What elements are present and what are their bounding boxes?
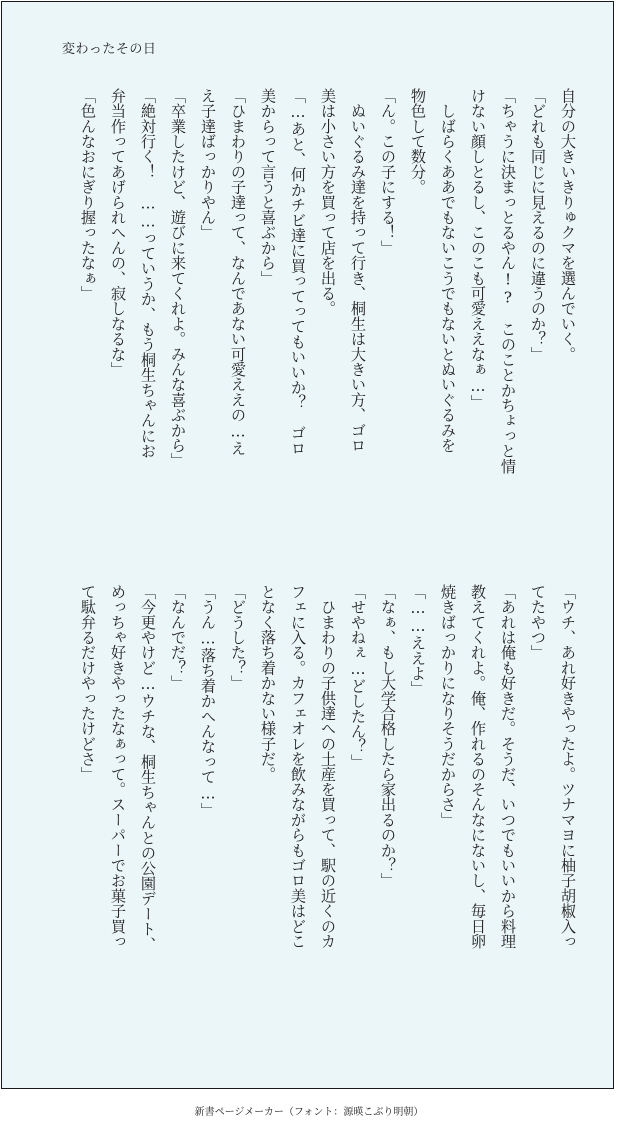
text-line: けない顔しとるし、このこも可愛ええなぁ…」 (469, 88, 487, 410)
text-line: 美からって言うと喜ぶから」 (259, 88, 277, 286)
text-line: 「どれも同じに見えるのに違うのか？」 (529, 88, 547, 362)
text-line: となく落ち着かない様子だ。 (259, 584, 277, 782)
text-line: 「どうした？」 (229, 584, 247, 691)
text-line: 「ひまわりの子達って、なんであない可愛ええの…え (229, 88, 247, 456)
text-line: 「卒業したけど、遊びに来てくれよ。みんな喜ぶから」 (169, 88, 187, 468)
text-line: 「ん。この子にする！」 (379, 88, 397, 256)
text-line: 「今更やけど…ウチな、桐生ちゃんとの公園デート、 (139, 584, 157, 952)
page-sheet (1, 1, 614, 1089)
text-line: 「なんでだ？」 (169, 584, 187, 691)
text-line: 「ウチ、あれ好きやったよ。ツナマヨに柚子胡椒入っ (559, 584, 577, 949)
text-line: 「うん…落ち着かへんなって…」 (199, 584, 217, 818)
text-line: ひまわりの子供達への土産を買って、駅の近くのカ (319, 584, 337, 949)
text-line: 「なぁ、もし大学合格したら家出るのか？」 (379, 584, 397, 888)
page-title: 変わったその日 (62, 42, 157, 57)
text-line: めっちゃ好きやったなぁって。スーパーでお菓子買っ (109, 584, 127, 949)
text-line: 物色して数分。 (409, 88, 427, 195)
text-line: 「せやねぇ…どしたん？」 (349, 584, 367, 770)
text-line: 「あれは俺も好きだ。そうだ、いつでもいいから料理 (499, 584, 517, 949)
text-line: 自分の大きいきりゅクマを選んでいく。 (559, 88, 577, 362)
text-line: しばらくああでもないこうでもないとぬいぐるみを (439, 88, 457, 453)
text-line: 「色んなおにぎり握ったなぁ」 (79, 88, 97, 301)
text-line: 「絶対行く！ ……っていうか、もう桐生ちゃんにお (139, 88, 157, 459)
footer-credit: 新書ページメーカー（フォント：源暎こぶり明朝） (194, 1107, 424, 1118)
text-line: え子達ばっかりやん」 (199, 88, 217, 240)
text-line: てたやつ」 (529, 584, 547, 660)
text-line: 美は小さい方を買って店を出る。 (319, 88, 337, 316)
text-line: 焼きばっかりになりそうだからさ」 (439, 584, 457, 828)
lower-text-block (73, 584, 583, 952)
text-line: 弁当作ってあげられへんの、寂しなるな」 (109, 88, 127, 377)
text-line: 「……ええよ」 (409, 584, 427, 696)
text-line: て駄弁るだけやったけどさ」 (79, 584, 97, 782)
text-line: ぬいぐるみ達を持って行き、桐生は大きい方、ゴロ (349, 88, 367, 453)
text-line: 「ちゃうに決まっとるやん!? このことかちょっと情 (499, 88, 517, 474)
text-line: 教えてくれよ。俺、作れるのそんなにないし、毎日卵 (469, 584, 487, 949)
upper-text-block (73, 88, 583, 474)
text-line: 「…あと、何かチビ達に買ってってもいいか？ ゴロ (289, 88, 307, 456)
text-line: フェに入る。カフェオレを飲みながらもゴロ美はどこ (289, 584, 307, 949)
